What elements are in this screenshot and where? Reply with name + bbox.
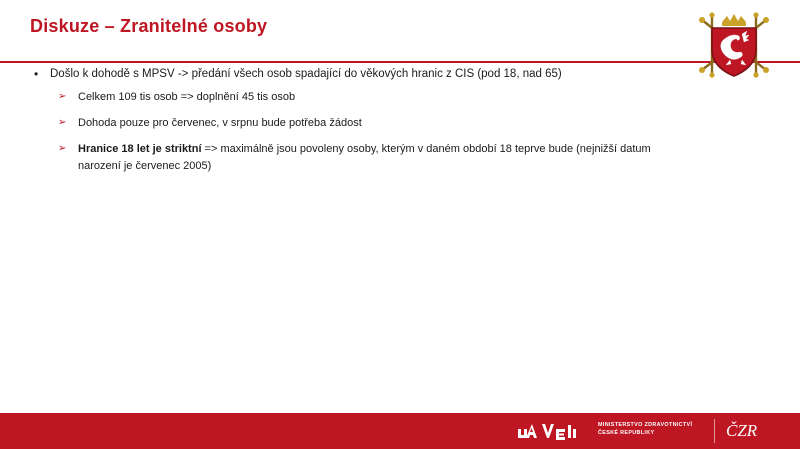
arrow-bullet-icon: ➢ bbox=[58, 90, 67, 102]
sub-bullet-list bbox=[28, 89, 668, 175]
list-item-emphasis: Hranice 18 let je striktní bbox=[78, 142, 202, 155]
ministry-line-1: MINISTERSTVO ZDRAVOTNICTVÍ bbox=[598, 422, 693, 428]
list-item bbox=[58, 141, 668, 175]
list-item-text: Dohoda pouze pro červenec, v srpnu bude potřeba žádost bbox=[78, 116, 362, 129]
list-item-text: => maximálně jsou povoleny osoby, kterým v daném období 18 teprve bude (nejnižší datum narození je červenec 2005) bbox=[78, 142, 651, 172]
page-title: Diskuze – Zranitelné osoby bbox=[30, 16, 268, 36]
ministry-line-2: ČESKÉ REPUBLIKY bbox=[598, 429, 655, 436]
bullet-level1 bbox=[28, 66, 668, 83]
ministry-logo-icon bbox=[516, 420, 590, 442]
header-divider bbox=[0, 61, 800, 63]
bullet-marker-icon: • bbox=[34, 67, 39, 81]
czech-coat-of-arms-icon bbox=[686, 8, 782, 82]
arrow-bullet-icon: ➢ bbox=[58, 116, 67, 128]
list-item bbox=[58, 115, 668, 132]
list-item-text: Celkem 109 tis osob => doplnění 45 tis osob bbox=[78, 90, 296, 103]
list-item bbox=[58, 89, 668, 106]
svg-text:ČZR: ČZR bbox=[726, 421, 758, 440]
slide-content bbox=[28, 66, 668, 184]
czr-logo-icon bbox=[726, 419, 786, 443]
arrow-bullet-icon: ➢ bbox=[58, 142, 67, 154]
bullet-level1-text: Došlo k dohodě s MPSV -> předání všech osob spadající do věkových hranic z CIS (pod 18, nad 65) bbox=[50, 68, 562, 80]
footer-bar bbox=[0, 413, 800, 449]
ministry-name bbox=[598, 422, 692, 438]
footer-divider bbox=[714, 419, 715, 443]
